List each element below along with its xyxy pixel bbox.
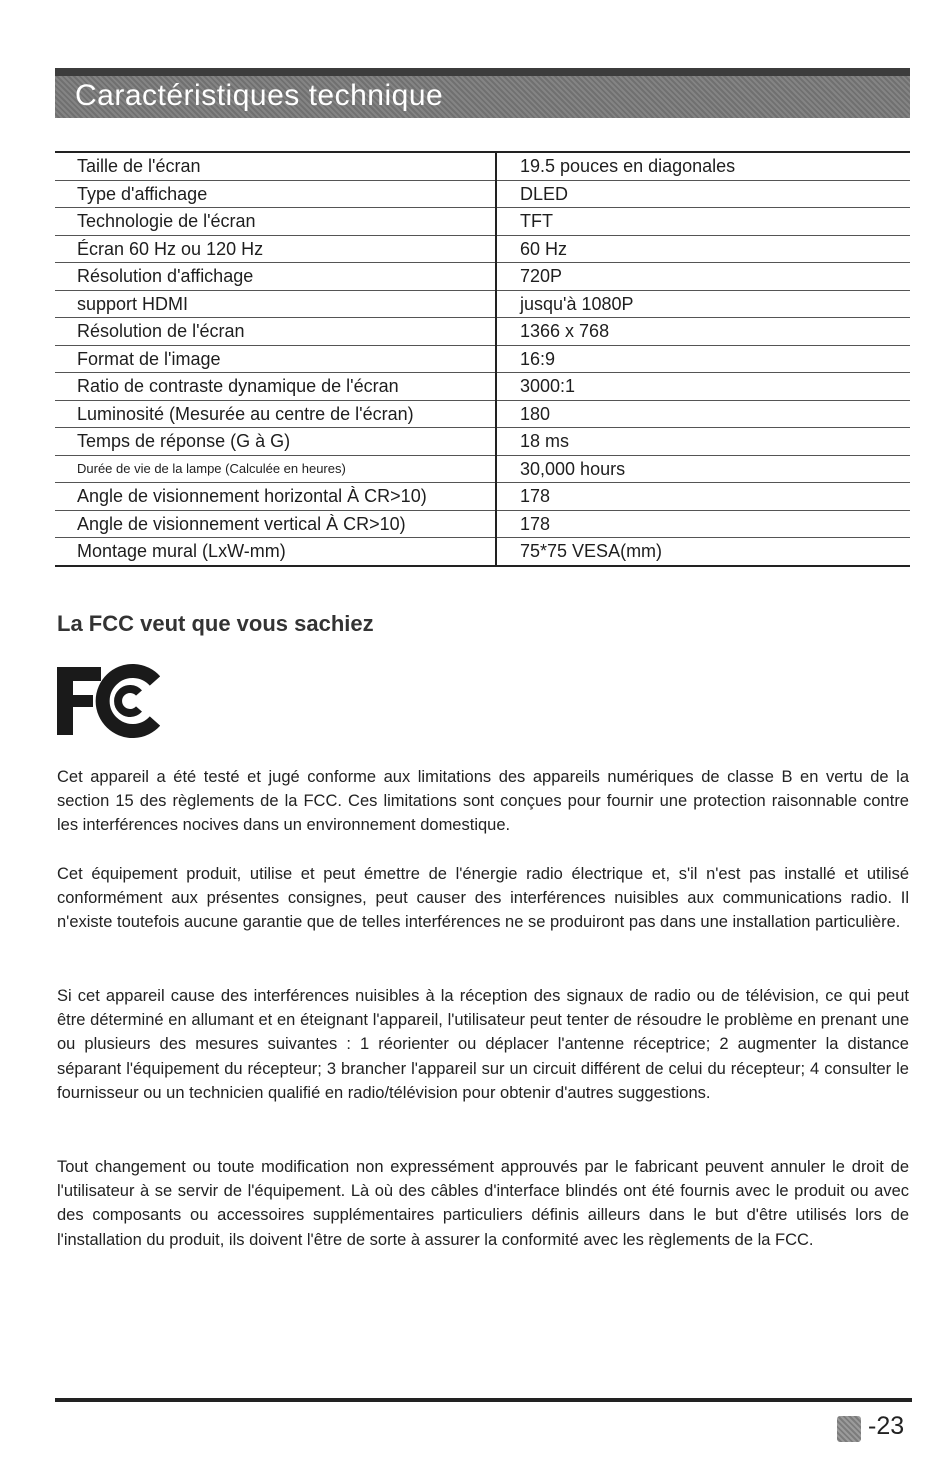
- spec-label: Ratio de contraste dynamique de l'écran: [55, 373, 496, 401]
- spec-label: Résolution d'affichage: [55, 263, 496, 291]
- spec-value: jusqu'à 1080P: [496, 290, 910, 318]
- spec-value: 60 Hz: [496, 235, 910, 263]
- spec-value: TFT: [496, 208, 910, 236]
- spec-value: 1366 x 768: [496, 318, 910, 346]
- page-title: Caractéristiques technique: [75, 79, 444, 112]
- spec-value: DLED: [496, 180, 910, 208]
- footer-divider: [55, 1398, 912, 1402]
- page-number: -23: [868, 1412, 905, 1440]
- spec-label: Temps de réponse (G à G): [55, 428, 496, 456]
- spec-label: support HDMI: [55, 290, 496, 318]
- fcc-section-title: La FCC veut que vous sachiez: [57, 611, 374, 636]
- table-row: [55, 345, 910, 373]
- fcc-paragraph: Si cet appareil cause des interférences nuisibles à la réception des signaux de radio ou de télévision, ce qui peut être déterminé en allumant et en éteignant l'appareil, l'utilisateur peut tenter de résoudre le problème en prenant une ou plusieurs des mesures suivantes : 1 réorienter ou déplacer l'antenne réceptrice; 2 augmenter la distance séparant l'équipement du récepteur; 3 brancher l'appareil sur un circuit différent de celui du récepteur; 4 consulter le fournisseur ou un technicien qualifié en radio/télévision pour obtenir d'autres suggestions.: [57, 987, 909, 1102]
- spec-value: 16:9: [496, 345, 910, 373]
- spec-label: Angle de visionnement horizontal À CR>10): [55, 483, 496, 511]
- table-row: [55, 373, 910, 401]
- spec-value: 75*75 VESA(mm): [496, 538, 910, 566]
- spec-label: Durée de vie de la lampe (Calculée en heures): [55, 455, 496, 483]
- table-row: [55, 428, 910, 456]
- spec-value: 178: [496, 510, 910, 538]
- spec-label: Luminosité (Mesurée au centre de l'écran): [55, 400, 496, 428]
- fcc-paragraph: Tout changement ou toute modification non expressément approuvés par le fabricant peuvent annuler le droit de l'utilisateur à se servir de l'équipement. Là où des câbles d'interface blindés ont été fournis avec le produit ou avec des composants ou accessoires supplémentaires particuliers définis ailleurs dans le but d'être utilisés lors de l'installation du produit, ils doivent l'être de sorte à assurer la conformité avec les règlements de la FCC.: [57, 1158, 909, 1249]
- fcc-paragraph: Cet appareil a été testé et jugé conforme aux limitations des appareils numériques de classe B en vertu de la section 15 des règlements de la FCC. Ces limitations sont conçues pour fournir une protection raisonnable contre les interférences nocives dans un environnement domestique.: [57, 768, 909, 835]
- spec-value: 720P: [496, 263, 910, 291]
- table-row: [55, 152, 910, 180]
- table-row: [55, 400, 910, 428]
- spec-value: 18 ms: [496, 428, 910, 456]
- table-row: [55, 318, 910, 346]
- spec-label: Taille de l'écran: [55, 152, 496, 180]
- table-row: [55, 290, 910, 318]
- fcc-paragraph: Cet équipement produit, utilise et peut émettre de l'énergie radio électrique et, s'il n'est pas installé et utilisé conformément aux présentes consignes, peut causer des interférences nuisibles aux communications radio. Il n'existe toutefois aucune garantie que de telles interférences ne se produiront pas dans une installation particulière.: [57, 865, 909, 932]
- spec-value: 180: [496, 400, 910, 428]
- spec-value: 178: [496, 483, 910, 511]
- table-row: [55, 455, 910, 483]
- language-flag-icon: [837, 1416, 861, 1442]
- table-row: [55, 235, 910, 263]
- spec-label: Type d'affichage: [55, 180, 496, 208]
- spec-label: Résolution de l'écran: [55, 318, 496, 346]
- section-banner: [55, 68, 910, 118]
- table-row: [55, 263, 910, 291]
- banner-top-strip: [55, 68, 910, 76]
- table-row: [55, 483, 910, 511]
- spec-label: Montage mural (LxW-mm): [55, 538, 496, 566]
- table-row: [55, 538, 910, 566]
- spec-label: Technologie de l'écran: [55, 208, 496, 236]
- spec-value: 3000:1: [496, 373, 910, 401]
- table-row: [55, 510, 910, 538]
- spec-label: Écran 60 Hz ou 120 Hz: [55, 235, 496, 263]
- specifications-table: [55, 151, 910, 567]
- spec-label: Format de l'image: [55, 345, 496, 373]
- table-row: [55, 208, 910, 236]
- table-row: [55, 180, 910, 208]
- spec-value: 30,000 hours: [496, 455, 910, 483]
- fcc-logo: [55, 663, 160, 739]
- spec-label: Angle de visionnement vertical À CR>10): [55, 510, 496, 538]
- spec-value: 19.5 pouces en diagonales: [496, 152, 910, 180]
